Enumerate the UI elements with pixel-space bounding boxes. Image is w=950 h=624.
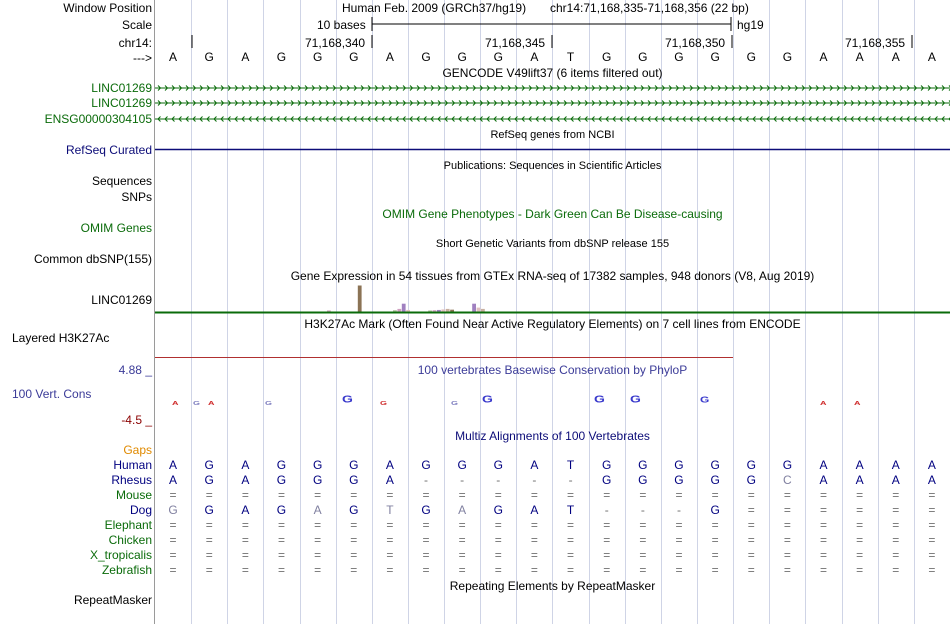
alignment-base: A xyxy=(530,458,539,472)
track-label-omim-genes[interactable]: OMIM Genes xyxy=(80,221,152,235)
scale-db-label: hg19 xyxy=(737,18,764,32)
alignment-base: = xyxy=(747,563,755,577)
cons-letter: G xyxy=(482,393,493,405)
track-label-100-vert-cons[interactable]: 100 Vert. Cons xyxy=(12,387,92,401)
alignment-base: = xyxy=(928,518,936,532)
alignment-base: = xyxy=(530,533,538,547)
gtex-tissue-bar[interactable] xyxy=(441,309,445,311)
alignment-base: A xyxy=(169,458,178,472)
alignment-base: = xyxy=(747,533,755,547)
alignment-base: = xyxy=(639,518,647,532)
alignment-base: = xyxy=(820,533,828,547)
alignment-base: A xyxy=(241,503,250,517)
alignment-base: = xyxy=(530,563,538,577)
species-label[interactable]: Chicken xyxy=(108,533,152,547)
alignment-base: = xyxy=(350,518,358,532)
base-letter: A xyxy=(927,50,936,64)
alignment-base: = xyxy=(205,563,213,577)
alignment-base: = xyxy=(783,503,791,517)
alignment-base: G xyxy=(276,473,287,487)
alignment-base: = xyxy=(169,518,177,532)
base-letter: G xyxy=(204,50,214,64)
species-label[interactable]: Dog xyxy=(129,503,152,517)
alignment-base: T xyxy=(386,503,394,517)
alignment-base: = xyxy=(820,503,828,517)
alignment-base: G xyxy=(276,458,287,472)
publications-track-title: Publications: Sequences in Scientific Articles xyxy=(443,160,662,172)
gtex-track-title: Gene Expression in 54 tissues from GTEx RNA-seq of 17382 samples, 948 donors (V8, Aug 2019) xyxy=(290,269,815,283)
alignment-base: = xyxy=(314,563,322,577)
alignment-base: = xyxy=(639,488,647,502)
alignment-base: A xyxy=(385,473,394,487)
track-label-linc01269-2[interactable]: LINC01269 xyxy=(91,96,152,110)
alignment-base: = xyxy=(747,488,755,502)
species-label[interactable]: X_tropicalis xyxy=(89,548,152,562)
base-letter: A xyxy=(891,50,900,64)
base-letter: G xyxy=(493,50,503,64)
cons-letter: G xyxy=(342,393,353,405)
gtex-tissue-bar[interactable] xyxy=(406,310,410,312)
alignment-base: = xyxy=(892,518,900,532)
alignment-base: = xyxy=(350,533,358,547)
position-readout: chr14:71,168,335-71,168,356 (22 bp) xyxy=(550,1,749,15)
coord-tick-label: 71,168,355 xyxy=(845,36,906,50)
alignment-base: = xyxy=(386,563,394,577)
alignment-base: = xyxy=(422,518,430,532)
alignment-base: = xyxy=(820,488,828,502)
alignment-base: - xyxy=(460,473,465,487)
alignment-base: = xyxy=(892,563,900,577)
alignment-base: = xyxy=(530,518,538,532)
alignment-base: = xyxy=(205,518,213,532)
alignment-base: G xyxy=(204,473,214,487)
alignment-base: A xyxy=(891,458,900,472)
alignment-base: = xyxy=(639,563,647,577)
alignment-base: = xyxy=(711,488,719,502)
alignment-base: = xyxy=(530,488,538,502)
coord-tick-label: 71,168,345 xyxy=(485,36,546,50)
track-labels-panel xyxy=(0,0,154,624)
gene-model-line[interactable] xyxy=(155,101,950,106)
alignment-base: A xyxy=(819,458,828,472)
scale-bar-label: 10 bases xyxy=(317,18,366,32)
track-label-ensg[interactable]: ENSG00000304105 xyxy=(44,112,152,126)
base-letter: A xyxy=(241,50,250,64)
alignment-base: - xyxy=(604,503,609,517)
gtex-tissue-bar[interactable] xyxy=(327,310,331,311)
alignment-base: G xyxy=(421,458,431,472)
coordinate-ruler xyxy=(155,33,950,49)
alignment-base: = xyxy=(494,533,502,547)
base-letter: G xyxy=(312,50,323,64)
cons-letter: G xyxy=(594,393,605,405)
h3k27ac-track-title: H3K27Ac Mark (Often Found Near Active Regulatory Elements) on 7 cell lines from ENCODE xyxy=(304,317,801,331)
alignment-base: = xyxy=(169,488,177,502)
alignment-base: G xyxy=(674,458,684,472)
alignment-base: A xyxy=(458,503,467,517)
alignment-base: = xyxy=(277,548,285,562)
alignment-base: = xyxy=(928,488,936,502)
alignment-base: = xyxy=(422,548,430,562)
alignment-base: = xyxy=(169,533,177,547)
conservation-max-value: 4.88 _ xyxy=(118,363,152,377)
alignment-base: A xyxy=(855,473,864,487)
alignment-base: = xyxy=(567,548,575,562)
alignment-base: A xyxy=(241,473,250,487)
alignment-base: A xyxy=(927,458,936,472)
alignment-base: G xyxy=(312,473,323,487)
alignment-base: = xyxy=(241,518,249,532)
track-label-layered-h3k27ac[interactable]: Layered H3K27Ac xyxy=(12,331,110,345)
base-letter: G xyxy=(349,50,359,64)
alignment-base: = xyxy=(711,533,719,547)
alignment-base: = xyxy=(494,518,502,532)
alignment-base: = xyxy=(350,548,358,562)
alignment-base: = xyxy=(892,533,900,547)
gtex-tissue-bar[interactable] xyxy=(428,310,432,311)
alignment-base: = xyxy=(314,533,322,547)
alignment-base: = xyxy=(241,548,249,562)
base-letter: G xyxy=(421,50,431,64)
alignment-base: G xyxy=(638,473,648,487)
track-label-repeatmasker[interactable]: RepeatMasker xyxy=(73,593,152,607)
base-letter: G xyxy=(457,50,467,64)
species-label[interactable]: Rhesus xyxy=(111,473,152,487)
alignment-base: G xyxy=(746,473,756,487)
alignment-base: - xyxy=(424,473,429,487)
dbsnp-track-title: Short Genetic Variants from dbSNP release 155 xyxy=(435,238,670,250)
alignment-base: A xyxy=(819,473,828,487)
alignment-base: = xyxy=(494,548,502,562)
gtex-tissue-bar[interactable] xyxy=(472,304,476,312)
alignment-base: = xyxy=(567,488,575,502)
cons-letter: G xyxy=(700,396,710,405)
repeatmasker-track-title: Repeating Elements by RepeatMasker xyxy=(449,579,656,593)
alignment-base: = xyxy=(277,533,285,547)
alignment-base: = xyxy=(422,488,430,502)
alignment-base: = xyxy=(386,518,394,532)
gtex-tissue-bar[interactable] xyxy=(477,308,481,312)
alignment-base: = xyxy=(314,488,322,502)
conservation-min-value: -4.5 _ xyxy=(121,413,152,427)
gtex-tissue-bar[interactable] xyxy=(433,310,437,311)
alignment-base: = xyxy=(314,518,322,532)
alignment-base: - xyxy=(568,473,573,487)
alignment-base: = xyxy=(241,533,249,547)
alignment-base: A xyxy=(241,458,250,472)
alignment-base: = xyxy=(603,563,611,577)
base-letter: G xyxy=(674,50,684,64)
window-position-label: Window Position xyxy=(63,1,152,15)
cons-letter: A xyxy=(853,400,861,407)
strand-arrow-label: ---> xyxy=(133,51,152,65)
alignment-base: = xyxy=(892,548,900,562)
cons-letter: A xyxy=(208,400,215,407)
gtex-bar-chart[interactable] xyxy=(155,283,950,315)
alignment-base: = xyxy=(675,518,683,532)
alignment-base: = xyxy=(892,488,900,502)
alignment-base: = xyxy=(458,533,466,547)
alignment-base: G xyxy=(349,473,359,487)
cons-letter: G xyxy=(193,400,200,407)
h3k27ac-signal-line xyxy=(155,356,950,360)
alignment-base: = xyxy=(856,533,864,547)
base-letter: T xyxy=(566,50,575,64)
gtex-tissue-bar[interactable] xyxy=(358,286,362,312)
alignment-base: = xyxy=(820,563,828,577)
cons-letter: G xyxy=(451,400,458,407)
alignment-base: = xyxy=(928,503,936,517)
alignment-base: = xyxy=(458,563,466,577)
track-label-common-dbsnp[interactable]: Common dbSNP(155) xyxy=(33,252,152,266)
gtex-tissue-bar[interactable] xyxy=(397,309,401,312)
base-letter: G xyxy=(782,50,793,64)
alignment-base: = xyxy=(856,503,864,517)
alignment-base: = xyxy=(458,488,466,502)
alignment-base: = xyxy=(169,563,177,577)
alignment-base: G xyxy=(457,458,467,472)
alignment-base: G xyxy=(493,458,503,472)
gtex-tissue-bar[interactable] xyxy=(393,310,397,311)
alignment-base: = xyxy=(386,488,394,502)
cons-letter: G xyxy=(265,400,272,407)
scale-label: Scale xyxy=(121,18,152,32)
track-label-gtex-linc01269[interactable]: LINC01269 xyxy=(91,293,152,307)
base-letter: A xyxy=(855,50,864,64)
alignment-base: A xyxy=(891,473,900,487)
alignment-base: - xyxy=(640,503,645,517)
alignment-base: = xyxy=(783,548,791,562)
alignment-base: = xyxy=(350,563,358,577)
track-label-gaps[interactable]: Gaps xyxy=(123,443,152,457)
alignment-base: G xyxy=(710,458,720,472)
track-label-sequences[interactable]: Sequences xyxy=(91,174,152,188)
alignment-base: = xyxy=(747,518,755,532)
alignment-base: = xyxy=(458,548,466,562)
alignment-base: G xyxy=(674,473,684,487)
alignment-base: = xyxy=(928,533,936,547)
conservation-logo[interactable] xyxy=(155,392,950,416)
alignment-base: = xyxy=(241,563,249,577)
cons-letter: G xyxy=(630,393,641,405)
alignment-base: = xyxy=(241,488,249,502)
alignment-base: G xyxy=(349,458,359,472)
base-letter: G xyxy=(710,50,720,64)
alignment-base: G xyxy=(746,458,756,472)
alignment-base: G xyxy=(349,503,359,517)
alignment-base: = xyxy=(350,488,358,502)
alignment-base: G xyxy=(602,458,612,472)
gencode-genes[interactable] xyxy=(155,80,950,130)
alignment-base: G xyxy=(710,473,720,487)
alignment-base: G xyxy=(276,503,287,517)
coord-tick-label: 71,168,340 xyxy=(305,36,366,50)
base-letter: G xyxy=(602,50,612,64)
cons-letter: A xyxy=(172,400,179,407)
gtex-tissue-bar[interactable] xyxy=(402,304,406,312)
alignment-base: G xyxy=(493,503,503,517)
alignment-base: G xyxy=(421,503,431,517)
alignment-base: = xyxy=(928,563,936,577)
alignment-base: C xyxy=(783,473,792,487)
alignment-base: = xyxy=(603,548,611,562)
alignment-base: = xyxy=(205,548,213,562)
alignment-base: = xyxy=(386,533,394,547)
alignment-base: = xyxy=(169,548,177,562)
gtex-tissue-bar[interactable] xyxy=(437,310,441,312)
species-label[interactable]: Human xyxy=(113,458,152,472)
alignment-base: = xyxy=(603,518,611,532)
alignment-base: = xyxy=(892,503,900,517)
alignment-base: = xyxy=(747,548,755,562)
gtex-tissue-bar[interactable] xyxy=(450,310,454,312)
alignment-base: = xyxy=(567,563,575,577)
gene-model-line[interactable] xyxy=(155,86,950,91)
alignment-base: = xyxy=(205,533,213,547)
base-letter: A xyxy=(385,50,394,64)
alignment-base: = xyxy=(314,548,322,562)
gtex-tissue-bar[interactable] xyxy=(446,309,450,312)
tracks-data-area[interactable] xyxy=(155,0,950,624)
gtex-tissue-bar[interactable] xyxy=(481,309,485,312)
alignment-base: A xyxy=(385,458,394,472)
alignment-base: = xyxy=(856,548,864,562)
omim-track-title: OMIM Gene Phenotypes - Dark Green Can Be Disease-causing xyxy=(382,207,723,221)
base-letter: A xyxy=(819,50,828,64)
cons-letter: G xyxy=(380,400,387,407)
alignment-base: = xyxy=(675,488,683,502)
alignment-base: = xyxy=(494,488,502,502)
alignment-base: = xyxy=(856,518,864,532)
alignment-base: = xyxy=(928,548,936,562)
alignment-base: = xyxy=(639,548,647,562)
alignment-base: = xyxy=(856,488,864,502)
base-letter: G xyxy=(638,50,648,64)
alignment-base: = xyxy=(386,548,394,562)
alignment-base: = xyxy=(277,488,285,502)
alignment-base: = xyxy=(675,563,683,577)
cons-letter: A xyxy=(820,400,827,407)
refseq-track-title: RefSeq genes from NCBI xyxy=(490,129,615,141)
alignment-base: = xyxy=(675,548,683,562)
alignment-base: G xyxy=(168,503,178,517)
base-letter: G xyxy=(276,50,287,64)
base-letter: G xyxy=(746,50,756,64)
alignment-base: = xyxy=(820,548,828,562)
alignment-base: = xyxy=(783,518,791,532)
alignment-base: = xyxy=(494,563,502,577)
alignment-base: = xyxy=(205,488,213,502)
species-label[interactable]: Zebrafish xyxy=(101,563,152,577)
alignment-base: - xyxy=(532,473,537,487)
assembly-title: Human Feb. 2009 (GRCh37/hg19) xyxy=(342,1,527,15)
alignment-base: = xyxy=(530,548,538,562)
alignment-base: G xyxy=(710,503,720,517)
alignment-base: = xyxy=(567,533,575,547)
alignment-base: = xyxy=(603,533,611,547)
track-label-snps[interactable]: SNPs xyxy=(121,190,152,204)
alignment-base: G xyxy=(638,458,648,472)
base-letter: A xyxy=(530,50,539,64)
gene-model-line[interactable] xyxy=(155,117,950,122)
alignment-base: G xyxy=(312,458,323,472)
alignment-base: T xyxy=(566,458,575,472)
alignment-base: = xyxy=(675,533,683,547)
alignment-base: = xyxy=(567,518,575,532)
alignment-base: = xyxy=(422,563,430,577)
coord-tick-label: 71,168,350 xyxy=(665,36,726,50)
alignment-base: - xyxy=(676,503,681,517)
alignment-base: - xyxy=(496,473,501,487)
alignment-base: = xyxy=(783,533,791,547)
alignment-base: A xyxy=(169,473,178,487)
alignment-base: = xyxy=(711,563,719,577)
alignment-base: = xyxy=(711,548,719,562)
alignment-base: = xyxy=(711,518,719,532)
track-label-refseq-curated[interactable]: RefSeq Curated xyxy=(65,143,152,157)
alignment-base: G xyxy=(204,458,214,472)
chromosome-label: chr14: xyxy=(118,36,152,50)
alignment-base: = xyxy=(603,488,611,502)
species-label[interactable]: Elephant xyxy=(104,518,152,532)
alignment-base: = xyxy=(277,518,285,532)
base-letter: A xyxy=(169,50,178,64)
alignment-base: G xyxy=(602,473,612,487)
alignment-base: = xyxy=(783,563,791,577)
alignment-base: = xyxy=(783,488,791,502)
alignment-base: = xyxy=(639,533,647,547)
track-label-linc01269-1[interactable]: LINC01269 xyxy=(91,81,152,95)
alignment-base: G xyxy=(782,458,793,472)
alignment-base: A xyxy=(313,503,322,517)
conservation-track-title: 100 vertebrates Basewise Conservation by PhyloP xyxy=(417,363,688,377)
alignment-base: = xyxy=(856,563,864,577)
alignment-base: = xyxy=(422,533,430,547)
gencode-track-title: GENCODE V49lift37 (6 items filtered out) xyxy=(442,66,663,80)
alignment-base: G xyxy=(204,503,214,517)
alignment-base: = xyxy=(277,563,285,577)
alignment-base: A xyxy=(927,473,936,487)
refseq-line xyxy=(155,148,950,152)
alignment-base: A xyxy=(530,503,539,517)
alignment-base: = xyxy=(458,518,466,532)
species-label[interactable]: Mouse xyxy=(115,488,152,502)
multiz-track-title: Multiz Alignments of 100 Vertebrates xyxy=(455,429,650,443)
alignment-base: T xyxy=(566,503,575,517)
alignment-base: A xyxy=(855,458,864,472)
alignment-base: = xyxy=(747,503,755,517)
alignment-base: = xyxy=(820,518,828,532)
